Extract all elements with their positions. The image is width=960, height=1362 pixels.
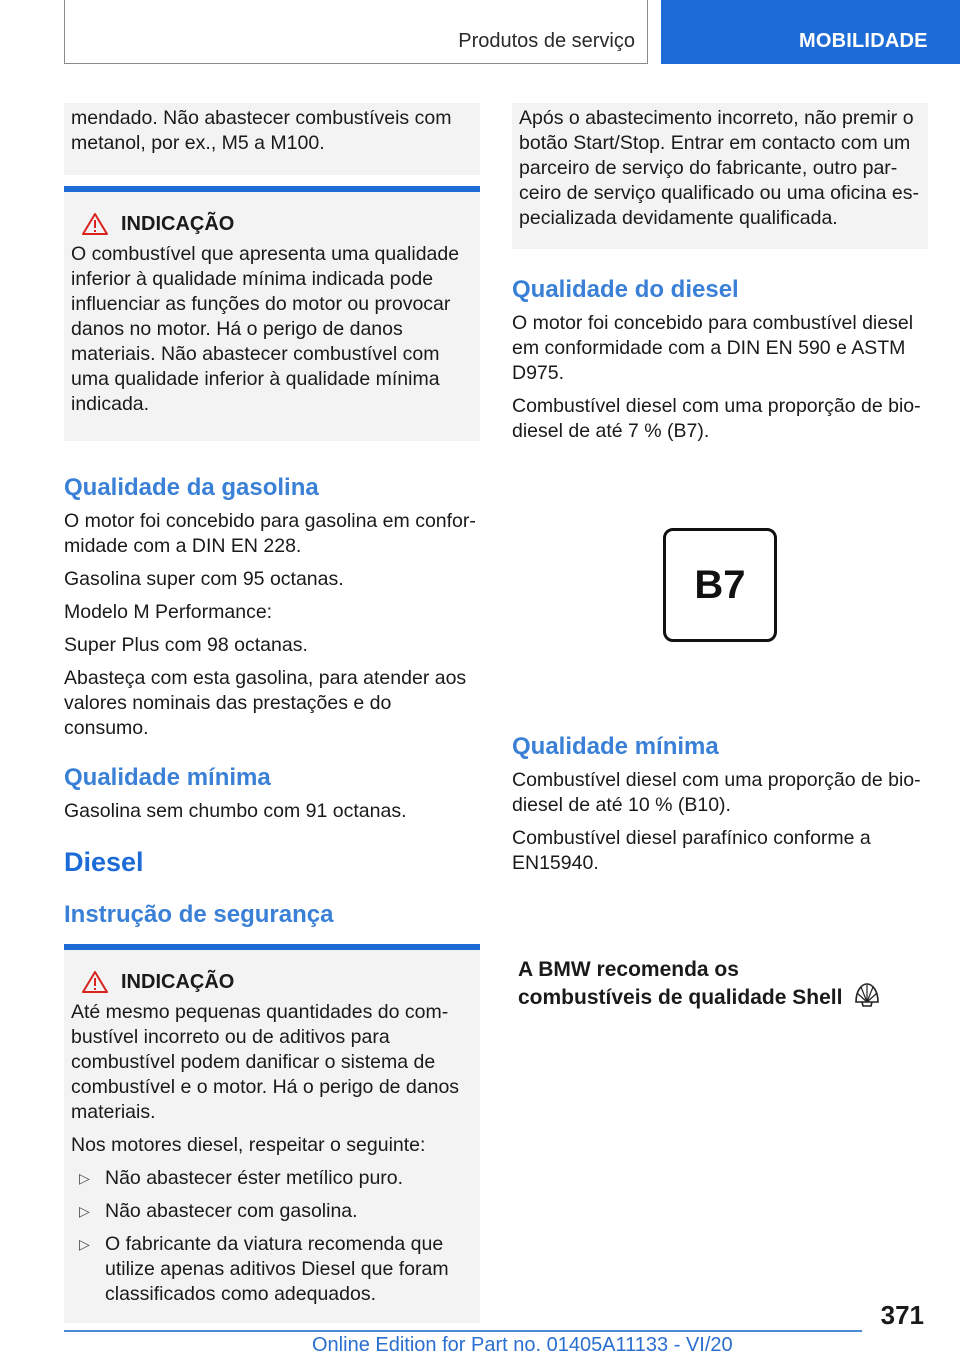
gasoline-text-5: Abasteça com esta gasolina, para atender aos valores nominais das prestações e do consumo. [64,667,467,739]
triangle-bullet-icon: ▷ [79,1170,90,1186]
shell-recommendation [512,956,928,1012]
list-item: ▷ Não abastecer com gasolina. [79,1200,358,1222]
list-item: ▷ O fabricante da viatura recomenda que utilize apenas aditivos Diesel que foram classificados como adequados. [79,1233,449,1305]
chapter-title: Produtos de serviço [458,30,635,52]
min-quality-heading: Qualidade mínima [512,733,719,760]
misfuel-text: Após o abastecimento incorreto, não premir o botão Start/Stop. Entrar em contacto com um parceiro de serviço do fabricante, outro parceiro de serviço qualificado ou uma oficina especializada devidamente qualificada. [519,107,919,229]
diesel-quality-text-1: O motor foi concebido para combustível diesel em conformidade com a DIN EN 590 e ASTM D975. [512,312,914,384]
section-title: MOBILIDADE [799,30,928,52]
list-item: ▷ Não abastecer éster metílico puro. [79,1167,404,1189]
gasoline-text-3: Modelo M Performance: [64,601,273,623]
warning-icon [81,970,109,994]
intro-text: mendado. Não abastecer combustíveis com metanol, por ex., M5 a M100. [71,107,452,154]
triangle-bullet-icon: ▷ [79,1203,90,1219]
shell-text: A BMW recomenda os combustíveis de qualidade Shell [518,958,843,1009]
misfuel-box [512,103,928,249]
min-quality-text-1: Combustível diesel com uma proporção de biodiesel de até 10 % (B10). [512,769,921,816]
min-quality-text: Gasolina sem chumbo com 91 octanas. [64,800,407,822]
b7-fuel-label [663,528,777,642]
gasoline-text-2: Gasolina super com 95 octanas. [64,568,344,590]
notice-title: INDICAÇÃO [121,970,235,993]
notice-text: O combustível que apresenta uma qualidade inferior à qualidade mínima indicada pode influenciar as funções do motor ou provocar danos no motor. Há o perigo de danos materiais. Não abastecer combustível com uma qualidade inferior à qualidade mínima indicada. [71,243,460,415]
section-tab [661,0,960,64]
shell-logo-icon [852,980,882,1010]
diesel-heading: Diesel [64,847,144,877]
gasoline-quality-heading: Qualidade da gasolina [64,474,319,501]
b7-label-text: B7 [694,562,746,607]
gasoline-text-4: Super Plus com 98 octanas. [64,634,308,656]
page-number: 371 [880,1300,924,1330]
notice-box-diesel [64,944,480,1323]
right-column [512,103,928,1012]
chapter-tab [64,0,648,64]
notice-text: Nos motores diesel, respeitar o seguinte: [71,1134,426,1156]
diesel-quality-text-2: Combustível diesel com uma proporção de biodiesel de até 7 % (B7). [512,395,921,442]
notice-text: Até mesmo pequenas quantidades do combustível incorreto ou de aditivos para combustível podem danificar o sistema de combustível e o motor. Há o perigo de danos materiais. [71,1001,460,1123]
safety-heading: Instrução de segurança [64,901,334,928]
triangle-bullet-icon: ▷ [79,1236,90,1252]
notice-header [71,970,473,994]
diesel-rules-list [71,1166,473,1307]
intro-box [64,103,480,175]
notice-header [71,212,473,236]
min-quality-heading: Qualidade mínima [64,764,271,791]
diesel-quality-heading: Qualidade do diesel [512,276,739,303]
warning-icon [81,212,109,236]
left-column [64,103,480,1323]
min-quality-text-2: Combustível diesel parafínico conforme a EN15940. [512,827,871,874]
notice-box-quality [64,186,480,441]
footer-divider [64,1330,862,1332]
edition-text: Online Edition for Part no. 01405A11133 - VI/20 [312,1334,733,1356]
gasoline-text-1: O motor foi concebido para gasolina em conformidade com a DIN EN 228. [64,510,476,557]
notice-title: INDICAÇÃO [121,212,235,235]
